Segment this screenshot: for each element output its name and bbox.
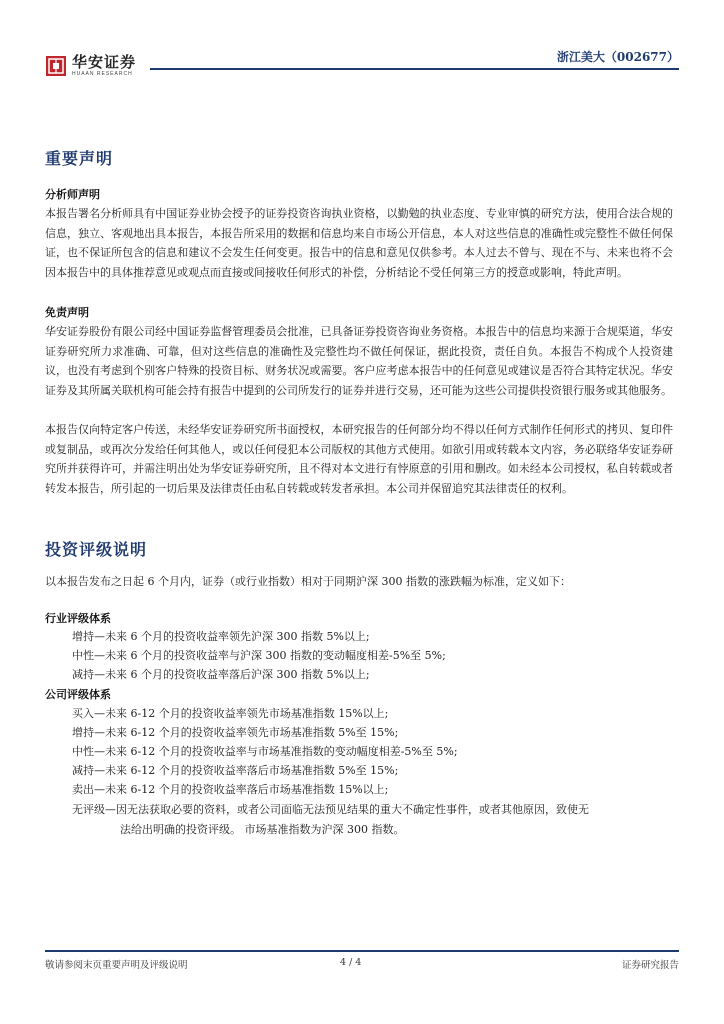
- industry-rating-heading: 行业评级体系: [45, 612, 111, 625]
- header-divider: [150, 68, 679, 70]
- industry-rating-item: 减持—未来 6 个月的投资收益率落后沪深 300 指数 5%以上;: [72, 668, 370, 681]
- company-rating-heading: 公司评级体系: [45, 688, 111, 701]
- company-rating-item: 买入—未来 6-12 个月的投资收益率领先市场基准指数 15%以上;: [72, 707, 389, 720]
- logo-english-name: HUAAN RESEARCH: [72, 71, 133, 77]
- footer-divider: [45, 950, 679, 952]
- industry-rating-item: 中性—未来 6 个月的投资收益率与沪深 300 指数的变动幅度相差-5%至 5%;: [72, 649, 446, 662]
- analyst-statement-heading: 分析师声明: [45, 188, 100, 201]
- logo-emblem-icon: [45, 55, 67, 77]
- rating-title: 投资评级说明: [45, 540, 148, 559]
- no-rating-line-2: 法给出明确的投资评级。 市场基准指数为沪深 300 指数。: [120, 823, 405, 836]
- exemption-paragraph-2: 本报告仅向特定客户传送，未经华安证券研究所书面授权，本研究报告的任何部分均不得以任何方式制作任何形式的拷贝、复印件或复制品，或再次分发给任何其他人，或以任何侵犯本公司版权的其他方式使用。如欲引用或转载本文内容，务必联络华安证券研究所并获得许可，并需注明出处为华安证券研究所，且不得对本文进行有悖原意的引用和删改。如未经本公司授权，私自转载或者转发本报告，所引起的一切后果及法律责任由私自转载或转发者承担。本公司并保留追究其法律责任的权利。: [45, 423, 673, 495]
- analyst-statement-text: 本报告署名分析师具有中国证券业协会授予的证券投资咨询执业资格，以勤勉的执业态度、专业审慎的研究方法，使用合法合规的信息，独立、客观地出具本报告，本报告所采用的数据和信息均来自市场公开信息，本人对这些信息的准确性或完整性不做任何保证，也不保证所包含的信息和建议不会发生任何变更。报告中的信息和意见仅供参考。本人过去不曾与、现在不与、未来也将不会因本报告中的具体推荐意见或观点而直接或间接收任何形式的补偿，分析结论不受任何第三方的授意或影响，特此声明。: [45, 207, 673, 279]
- company-logo: [45, 55, 136, 77]
- exemption-paragraph-1: 华安证券股份有限公司经中国证券监督管理委员会批准，已具备证券投资咨询业务资格。本报告中的信息均来源于合规渠道，华安证券研究所力求准确、可靠，但对这些信息的准确性及完整性均不做任何保证，据此投资，责任自负。本报告不构成个人投资建议，也没有考虑到个别客户特殊的投资目标、财务状况或需要。客户应考虑本报告中的任何意见或建议是否符合其特定状况。华安证券及其所属关联机构可能会持有报告中提到的公司所发行的证券并进行交易，还可能为这些公司提供投资银行服务或其他服务。: [45, 325, 673, 397]
- exemption-heading: 免责声明: [45, 306, 89, 319]
- company-rating-item: 卖出—未来 6-12 个月的投资收益率落后市场基准指数 15%以上;: [72, 783, 389, 796]
- disclaimer-title: 重要声明: [45, 149, 114, 168]
- logo-company-name: 华安证券: [72, 53, 137, 71]
- company-rating-item: 减持—未来 6-12 个月的投资收益率落后市场基准指数 5%至 15%;: [72, 764, 399, 777]
- company-rating-item: 中性—未来 6-12 个月的投资收益率与市场基准指数的变动幅度相差-5%至 5%;: [72, 745, 458, 758]
- company-rating-item: 增持—未来 6-12 个月的投资收益率领先市场基准指数 5%至 15%;: [72, 726, 399, 739]
- rating-intro: 以本报告发布之日起 6 个月内，证券（或行业指数）相对于同期沪深 300 指数的涨跌幅为标准，定义如下：: [45, 575, 571, 588]
- industry-rating-item: 增持—未来 6 个月的投资收益率领先沪深 300 指数 5%以上;: [72, 630, 370, 643]
- page-number: 4 / 4: [340, 957, 362, 968]
- stock-title: 浙江美大（002677）: [556, 50, 679, 64]
- footer-note: 敬请参阅末页重要声明及评级说明: [45, 960, 188, 971]
- no-rating-line-1: 无评级—因无法获取必要的资料，或者公司面临无法预见结果的重大不确定性事件，或者其他原因，致使无: [72, 803, 589, 816]
- footer-report-type: 证券研究报告: [621, 960, 679, 971]
